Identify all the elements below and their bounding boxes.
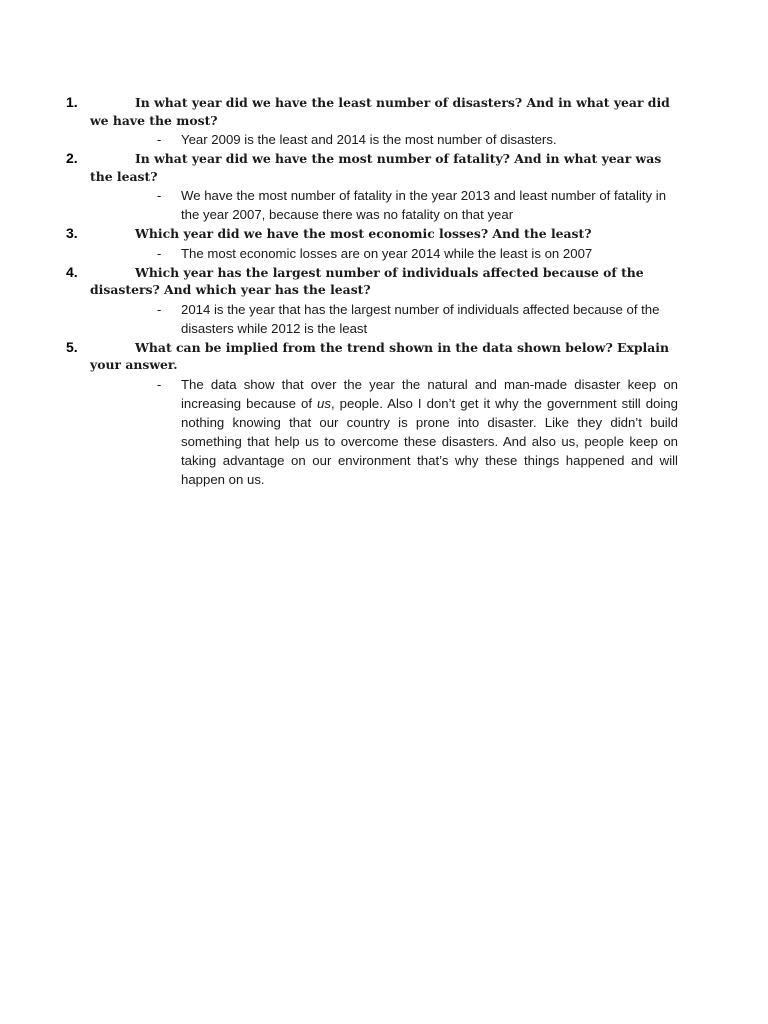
- question-item-2: [66, 150, 678, 224]
- answer-dash: -: [157, 245, 162, 261]
- answer-item: [66, 244, 678, 263]
- question-text: Which year has the largest number of individuals affected because of the disasters? And which year has the least?: [90, 264, 644, 297]
- answer-dash: -: [157, 132, 162, 147]
- answer-text: The most economic losses are on year 2014 while the least is on 2007: [181, 245, 593, 261]
- answer-dash: -: [157, 188, 162, 203]
- answer-item: [66, 186, 678, 224]
- question-item-3: [66, 225, 678, 263]
- question-text: In what year did we have the most number of fatality? And in what year was the least?: [90, 151, 662, 184]
- answer-item: [66, 300, 678, 338]
- answer-dash: -: [157, 376, 162, 392]
- answer-text: [181, 375, 678, 489]
- question-number: 4.: [66, 263, 78, 280]
- answer-item: [66, 130, 678, 149]
- answer-item: [66, 375, 678, 489]
- question-list: [66, 94, 678, 490]
- question-text: Which year did we have the most economic losses? And the least?: [135, 226, 592, 241]
- question-number: 1.: [66, 94, 78, 110]
- question-item-4: [66, 264, 678, 338]
- question-number: 3.: [66, 225, 78, 241]
- answer-text: Year 2009 is the least and 2014 is the most number of disasters.: [181, 132, 557, 147]
- question-item-5: [66, 339, 678, 489]
- answer-text-part2: , people. Also I don’t get it why the government still doing nothing knowing that our country is prone into disaster. Like they didn’t build something that help us to overcome these disasters. And also us, people keep on taking advantage on our environment that’s why these things happened and will happen on us.: [181, 395, 678, 487]
- question-number: 2.: [66, 150, 78, 166]
- answer-text-part1: The data show that over the year the natural and man-made disaster keep on increasing because of: [181, 376, 678, 411]
- answer-dash: -: [157, 301, 162, 317]
- answer-text: We have the most number of fatality in the year 2013 and least number of fatality in the year 2007, because there was no fatality on that year: [181, 188, 667, 222]
- question-number: 5.: [66, 338, 78, 355]
- question-item-1: [66, 94, 678, 149]
- answer-emphasis: us: [317, 395, 331, 411]
- answer-text: 2014 is the year that has the largest number of individuals affected because of the disasters while 2012 is the least: [181, 301, 660, 336]
- question-text: What can be implied from the trend shown in the data shown below? Explain your answer.: [90, 339, 669, 372]
- question-text: In what year did we have the least number of disasters? And in what year did we have the most?: [90, 95, 670, 128]
